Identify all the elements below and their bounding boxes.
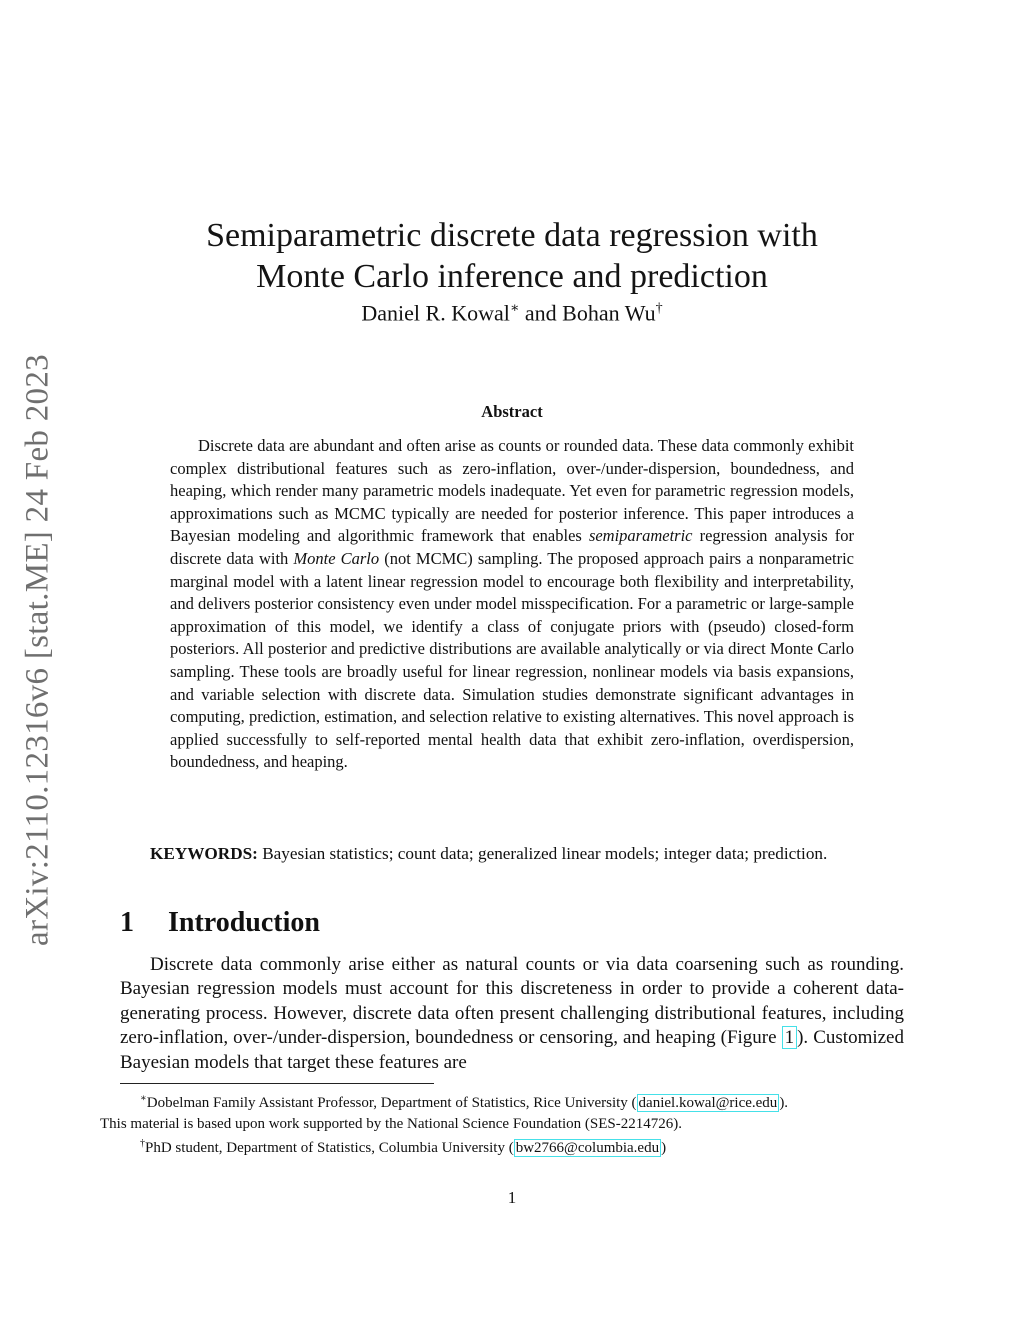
keywords-label: KEYWORDS: bbox=[150, 844, 258, 863]
author-kowal: Daniel R. Kowal bbox=[361, 300, 510, 326]
keywords-paragraph bbox=[120, 842, 904, 866]
footnotes bbox=[100, 1089, 904, 1159]
title-line-1: Semiparametric discrete data regression with bbox=[206, 216, 818, 254]
footnote-2-mark: † bbox=[140, 1138, 145, 1149]
intro-part-1: Discrete data commonly arise either as natural counts or via data coarsening such as rounding. Bayesian regression models must account for this discreteness in order to provide a coherent data-generating process. However, discrete data often present challenging distributional features, including zero-inflation, over-/under-dispersion, boundedness or censoring, and heaping (Figure bbox=[120, 954, 904, 1049]
footnote-mark-2[interactable]: † bbox=[655, 301, 663, 316]
footnote-2 bbox=[120, 1134, 904, 1159]
footnote-1 bbox=[100, 1089, 904, 1134]
email-link-wu[interactable]: bw2766@columbia.edu bbox=[515, 1140, 660, 1156]
footnote-1-funding: This material is based upon work supported by the National Science Foundation (SES-2214726). bbox=[100, 1115, 682, 1132]
introduction-paragraph bbox=[120, 953, 904, 1075]
footnote-1-mark: ∗ bbox=[140, 1093, 147, 1104]
abstract-part-2: regression analysis for discrete data with bbox=[170, 526, 854, 568]
abstract-emphasis-monte-carlo: Monte Carlo bbox=[293, 548, 380, 568]
section-heading-introduction bbox=[120, 907, 320, 939]
figure-1-link[interactable]: 1 bbox=[782, 1026, 798, 1049]
keywords-text: Bayesian statistics; count data; generalized linear models; integer data; prediction. bbox=[257, 844, 828, 863]
abstract-emphasis-semiparametric: semiparametric bbox=[588, 526, 693, 546]
section-title: Introduction bbox=[168, 907, 320, 938]
author-wu: Bohan Wu bbox=[562, 300, 656, 326]
intro-part-2: ). Customized Bayesian models that target these features are bbox=[120, 1027, 904, 1073]
email-link-kowal[interactable]: daniel.kowal@rice.edu bbox=[638, 1095, 778, 1111]
title-line-2: Monte Carlo inference and prediction bbox=[256, 257, 768, 295]
paper-title bbox=[0, 215, 1024, 297]
footnote-1-close: ). bbox=[779, 1095, 789, 1111]
footnote-2-text: PhD student, Department of Statistics, Columbia University ( bbox=[145, 1140, 514, 1156]
abstract-part-3: (not MCMC) sampling. The proposed approach pairs a nonparametric marginal model with a latent linear regression model to encourage both flexibility and interpretability, and delivers posterior consistency even under model misspecification. For a parametric or large-sample approximation of this model, we identify a class of conjugate priors with (pseudo) closed-form posteriors. All posterior and predictive distributions are available analytically or via direct Monte Carlo sampling. These tools are broadly useful for linear regression, nonlinear models via basis expansions, and variable selection with discrete data. Simulation studies demonstrate significant advantages in computing, prediction, estimation, and selection relative to existing alternatives. This novel approach is applied successfully to self-reported mental health data that exhibit zero-inflation, overdispersion, boundedness, and heaping. bbox=[170, 548, 854, 772]
footnote-separator bbox=[120, 1083, 434, 1084]
footnote-mark-1[interactable]: ∗ bbox=[509, 301, 520, 316]
author-conjunction: and bbox=[524, 300, 557, 326]
arxiv-identifier-stamp: arXiv:2110.12316v6 [stat.ME] 24 Feb 2023 bbox=[19, 354, 56, 946]
footnote-1-text: Dobelman Family Assistant Professor, Department of Statistics, Rice University ( bbox=[146, 1095, 637, 1111]
footnote-2-close: ) bbox=[661, 1140, 667, 1156]
abstract-text bbox=[170, 435, 854, 774]
section-number: 1 bbox=[120, 907, 134, 938]
abstract-part-1: Discrete data are abundant and often arise as counts or rounded data. These data commonly exhibit complex distributional features such as zero-inflation, over-/under-dispersion, boundedness, and heaping, which render many parametric models inadequate. Yet even for parametric regression models, approximations such as MCMC typically are needed for posterior inference. This paper introduces a Bayesian modeling and algorithmic framework that enables bbox=[170, 436, 854, 546]
page-number: 1 bbox=[507, 1188, 517, 1207]
abstract-heading: Abstract bbox=[481, 402, 543, 421]
author-list bbox=[0, 300, 1024, 326]
